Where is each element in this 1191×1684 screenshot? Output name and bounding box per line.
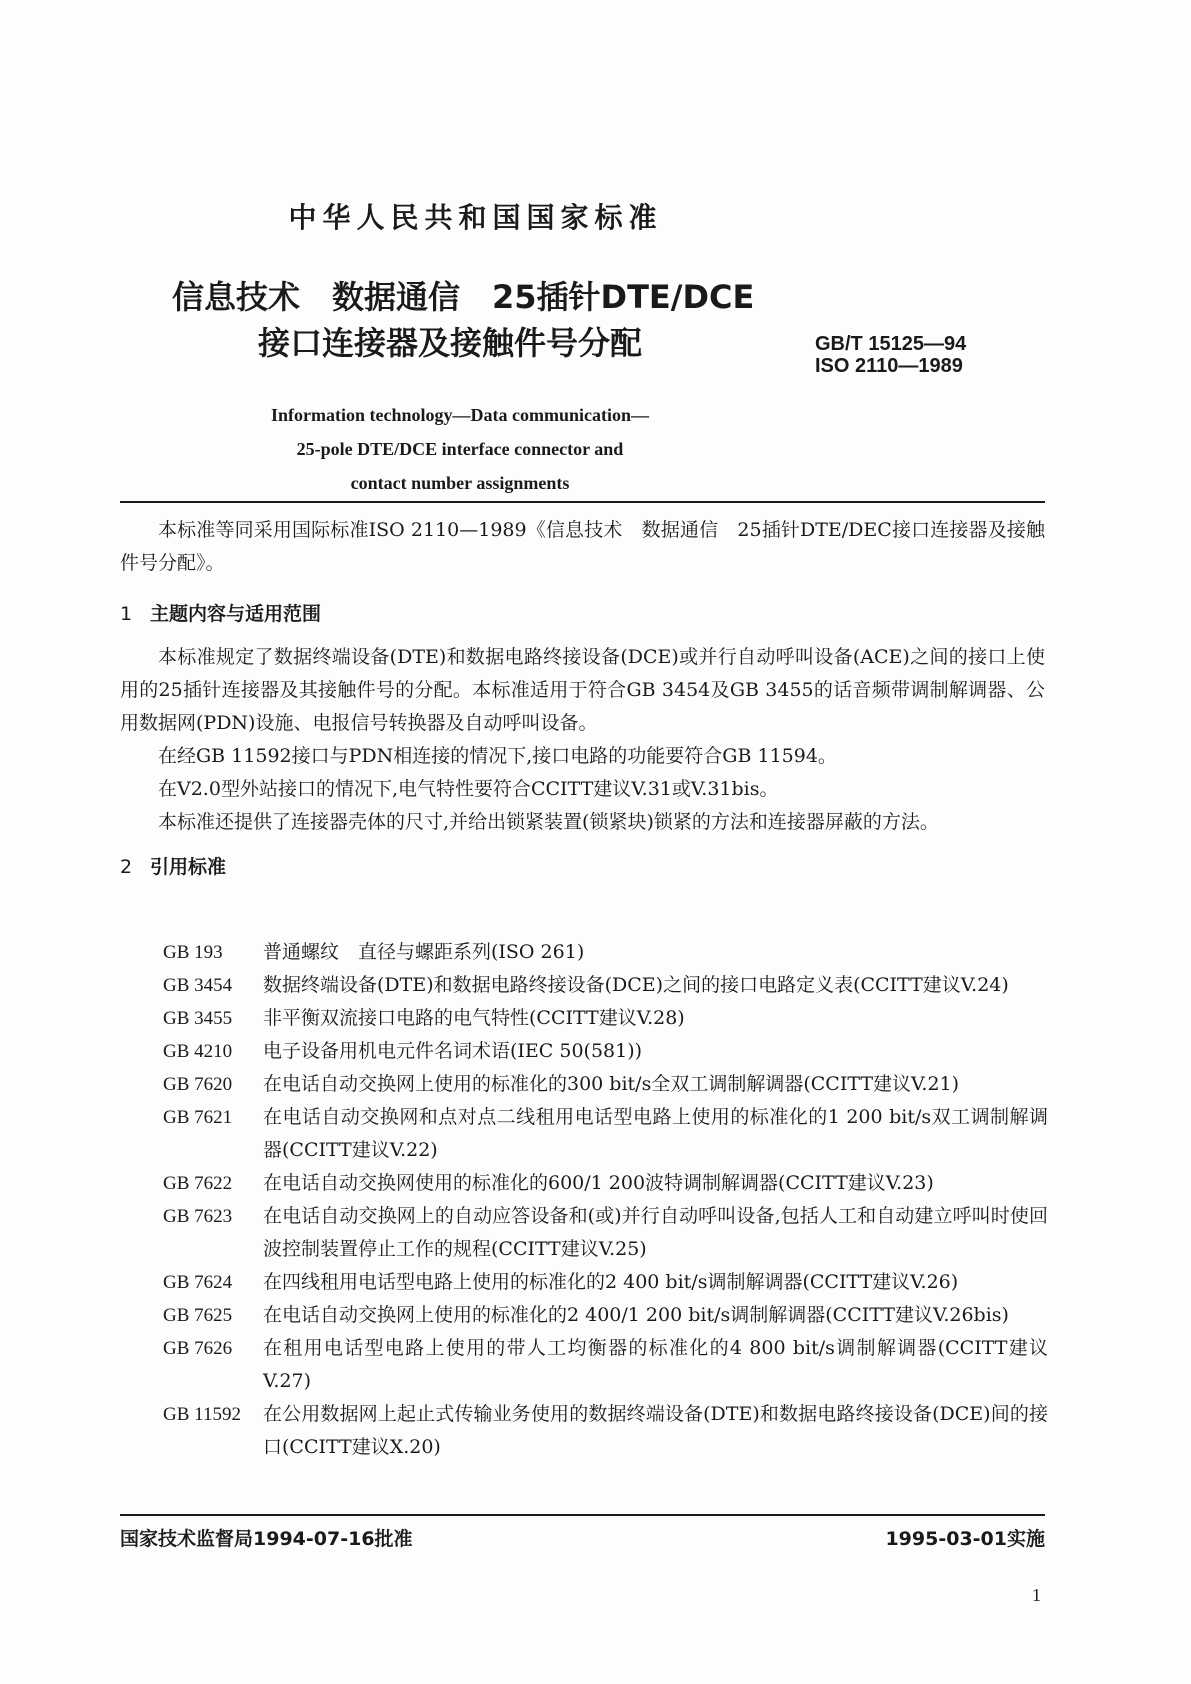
section-1-paragraph: 本标准规定了数据终端设备(DTE)和数据电路终接设备(DCE)或并行自动呼叫设备(ACE)之间的接口上使用的25插针连接器及其接触件号的分配。本标准适用于符合GB 3454及GB 3455的话音频带调制解调器、公用数据网(PDN)设施、电报信号转换器及自动呼叫设备。 <box>120 646 1045 734</box>
title-en <box>200 398 720 500</box>
reference-item <box>163 969 1048 1002</box>
reference-item <box>163 1398 1048 1464</box>
reference-code: GB 7623 <box>163 1206 233 1227</box>
reference-text: 数据终端设备(DTE)和数据电路终接设备(DCE)之间的接口电路定义表(CCITT建议V.24) <box>263 974 1009 996</box>
header-divider <box>120 501 1045 503</box>
reference-code: GB 7622 <box>163 1173 233 1194</box>
national-standard-heading: 中华人民共和国国家标准 <box>288 201 663 234</box>
reference-text: 在租用电话型电路上使用的带人工均衡器的标准化的4 800 bit/s调制解调器(CCITT建议V.27) <box>263 1337 1048 1392</box>
reference-text: 在电话自动交换网上使用的标准化的2 400/1 200 bit/s调制解调器(CCITT建议V.26bis) <box>263 1304 1009 1326</box>
reference-code: GB 7625 <box>163 1305 233 1326</box>
reference-text: 在电话自动交换网上的自动应答设备和(或)并行自动呼叫设备,包括人工和自动建立呼叫时使回波控制装置停止工作的规程(CCITT建议V.25) <box>263 1205 1048 1260</box>
footer-divider <box>120 1514 1045 1516</box>
gbt-number: GB/T 15125—94 <box>815 333 967 355</box>
title-en-line2: 25-pole DTE/DCE interface connector and <box>296 439 624 459</box>
reference-text: 在电话自动交换网上使用的标准化的300 bit/s全双工调制解调器(CCITT建议V.21) <box>263 1073 960 1095</box>
reference-code: GB 7620 <box>163 1074 233 1095</box>
reference-code: GB 7621 <box>163 1107 233 1128</box>
title-en-line1: Information technology—Data communication— <box>271 405 649 425</box>
reference-text: 普通螺纹 直径与螺距系列(ISO 261) <box>263 941 585 963</box>
reference-item <box>163 1200 1048 1266</box>
reference-code: GB 11592 <box>163 1404 241 1425</box>
approval-date: 国家技术监督局1994-07-16批准 <box>120 1528 413 1550</box>
title-en-line3: contact number assignments <box>350 473 570 493</box>
document-body <box>120 514 1045 884</box>
section-1-paragraph: 在V2.0型外站接口的情况下,电气特性要符合CCITT建议V.31或V.31bis。 <box>158 778 779 800</box>
section-2-heading <box>120 851 1045 884</box>
reference-item <box>163 1101 1048 1167</box>
reference-text: 在电话自动交换网和点对点二线租用电话型电路上使用的标准化的1 200 bit/s双工调制解调器(CCITT建议V.22) <box>263 1106 1048 1161</box>
section-1-paragraph: 本标准还提供了连接器壳体的尺寸,并给出锁紧装置(锁紧块)锁紧的方法和连接器屏蔽的方法。 <box>158 811 939 833</box>
reference-text: 在电话自动交换网使用的标准化的600/1 200波特调制解调器(CCITT建议V.23) <box>263 1172 934 1194</box>
reference-text: 在公用数据网上起止式传输业务使用的数据终端设备(DTE)和数据电路终接设备(DCE)间的接口(CCITT建议X.20) <box>263 1403 1048 1458</box>
page-number: 1 <box>1032 1585 1041 1605</box>
title-cn-line1: 信息技术 数据通信 25插针DTE/DCE <box>172 278 755 316</box>
reference-item <box>163 936 1048 969</box>
reference-text: 在四线租用电话型电路上使用的标准化的2 400 bit/s调制解调器(CCITT建议V.26) <box>263 1271 959 1293</box>
section-number: 1 <box>120 603 133 625</box>
title-cn-line2: 接口连接器及接触件号分配 <box>258 324 643 362</box>
standard-number-block <box>815 333 966 377</box>
reference-code: GB 7624 <box>163 1272 233 1293</box>
reference-code: GB 3455 <box>163 1008 233 1029</box>
reference-list <box>163 936 1048 1464</box>
section-1-heading <box>120 598 1045 631</box>
section-title: 引用标准 <box>150 856 227 878</box>
reference-code: GB 4210 <box>163 1041 233 1062</box>
section-title: 主题内容与适用范围 <box>150 603 322 625</box>
reference-text: 电子设备用机电元件名词术语(IEC 50(581)) <box>263 1040 643 1062</box>
reference-item <box>163 1035 1048 1068</box>
reference-code: GB 193 <box>163 942 223 963</box>
reference-item <box>163 1332 1048 1398</box>
reference-item <box>163 1266 1048 1299</box>
intro-paragraph: 本标准等同采用国际标准ISO 2110—1989《信息技术 数据通信 25插针DTE/DEC接口连接器及接触件号分配》。 <box>120 519 1045 574</box>
reference-code: GB 3454 <box>163 975 233 996</box>
reference-code: GB 7626 <box>163 1338 233 1359</box>
iso-number: ISO 2110—1989 <box>815 355 963 377</box>
section-number: 2 <box>120 856 133 878</box>
reference-item <box>163 1002 1048 1035</box>
reference-text: 非平衡双流接口电路的电气特性(CCITT建议V.28) <box>263 1007 685 1029</box>
effective-date: 1995-03-01实施 <box>885 1528 1045 1550</box>
reference-item <box>163 1167 1048 1200</box>
reference-item <box>163 1299 1048 1332</box>
reference-item <box>163 1068 1048 1101</box>
section-1-paragraph: 在经GB 11592接口与PDN相连接的情况下,接口电路的功能要符合GB 11594。 <box>158 745 837 767</box>
